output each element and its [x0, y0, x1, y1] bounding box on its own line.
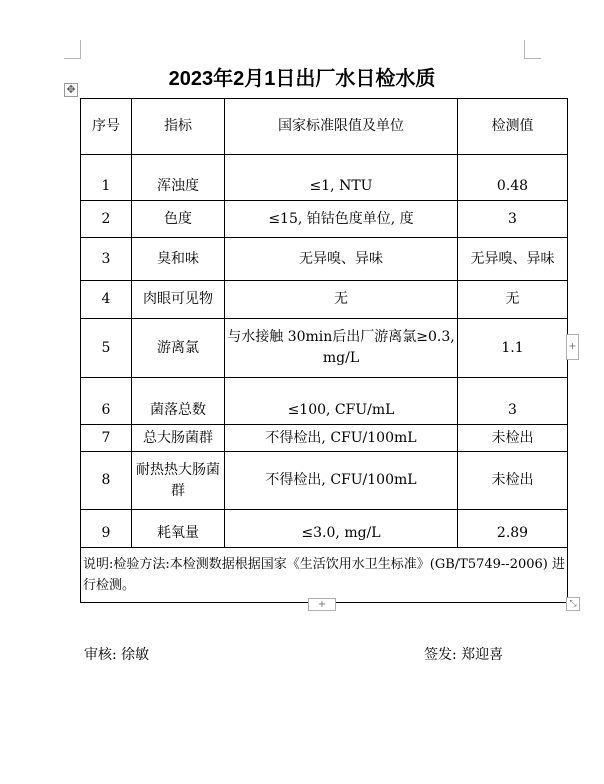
cell-value: 未检出 — [458, 452, 568, 510]
issuer-signature: 签发: 郑迎喜 — [424, 647, 504, 663]
cell-indicator: 肉眼可见物 — [132, 281, 225, 319]
cell-no: 4 — [81, 281, 132, 319]
cell-value: 无 — [458, 281, 568, 319]
cell-indicator: 耗氧量 — [132, 510, 225, 548]
table-row — [81, 201, 568, 238]
header-cell-no: 序号 — [81, 99, 132, 155]
table-row — [81, 319, 568, 378]
cell-limit: 不得检出, CFU/100mL — [225, 425, 458, 452]
reviewer-signature: 审核: 徐敏 — [84, 647, 150, 663]
cell-limit: ≤3.0, mg/L — [225, 510, 458, 548]
cell-indicator: 总大肠菌群 — [132, 425, 225, 452]
cell-indicator: 色度 — [132, 201, 225, 238]
cell-no: 6 — [81, 378, 132, 425]
table-move-handle-icon[interactable]: ✥ — [64, 83, 78, 97]
cell-no: 1 — [81, 155, 132, 201]
table-row — [81, 452, 568, 510]
table-resize-icon[interactable]: ⤡ — [566, 597, 580, 611]
cell-value: 3 — [458, 201, 568, 238]
cell-limit: ≤1, NTU — [225, 155, 458, 201]
table-row — [81, 510, 568, 548]
cell-limit: 无异嗅、异味 — [225, 238, 458, 281]
cell-limit: ≤100, CFU/mL — [225, 378, 458, 425]
add-column-icon[interactable]: + — [566, 334, 579, 360]
cell-indicator: 浑浊度 — [132, 155, 225, 201]
table-header-row — [81, 99, 568, 155]
header-cell-value: 检测值 — [458, 99, 568, 155]
table-row — [81, 281, 568, 319]
cell-indicator: 游离氯 — [132, 319, 225, 378]
table-row — [81, 378, 568, 425]
page-margin-corner-top-right — [524, 40, 541, 59]
cell-limit: 不得检出, CFU/100mL — [225, 452, 458, 510]
cell-indicator: 菌落总数 — [132, 378, 225, 425]
water-quality-table — [80, 98, 568, 603]
table-note: 说明:检验方法:本检测数据根据国家《生活饮用水卫生标准》(GB/T5749--2006) 进行检测。 — [81, 548, 568, 603]
cell-limit: 与水接触 30min后出厂游离氯≥0.3, mg/L — [225, 319, 458, 378]
cell-no: 7 — [81, 425, 132, 452]
cell-value: 3 — [458, 378, 568, 425]
cell-value: 0.48 — [458, 155, 568, 201]
table-row — [81, 238, 568, 281]
cell-limit: ≤15, 铂钴色度单位, 度 — [225, 201, 458, 238]
cell-no: 8 — [81, 452, 132, 510]
table-row — [81, 155, 568, 201]
header-cell-indicator: 指标 — [132, 99, 225, 155]
table-row — [81, 425, 568, 452]
cell-no: 9 — [81, 510, 132, 548]
cell-indicator: 耐热热大肠菌群 — [132, 452, 225, 510]
cell-value: 未检出 — [458, 425, 568, 452]
add-row-icon[interactable]: + — [308, 598, 336, 611]
cell-indicator: 臭和味 — [132, 238, 225, 281]
cell-limit: 无 — [225, 281, 458, 319]
cell-value: 2.89 — [458, 510, 568, 548]
cell-no: 2 — [81, 201, 132, 238]
cell-no: 3 — [81, 238, 132, 281]
cell-no: 5 — [81, 319, 132, 378]
cell-value: 1.1 — [458, 319, 568, 378]
cell-value: 无异嗅、异味 — [458, 238, 568, 281]
header-cell-limit: 国家标准限值及单位 — [225, 99, 458, 155]
document-title: 2023年2月1日出厂水日检水质 — [168, 68, 436, 90]
page-margin-corner-top-left — [64, 40, 81, 59]
table-note-row — [81, 548, 568, 603]
